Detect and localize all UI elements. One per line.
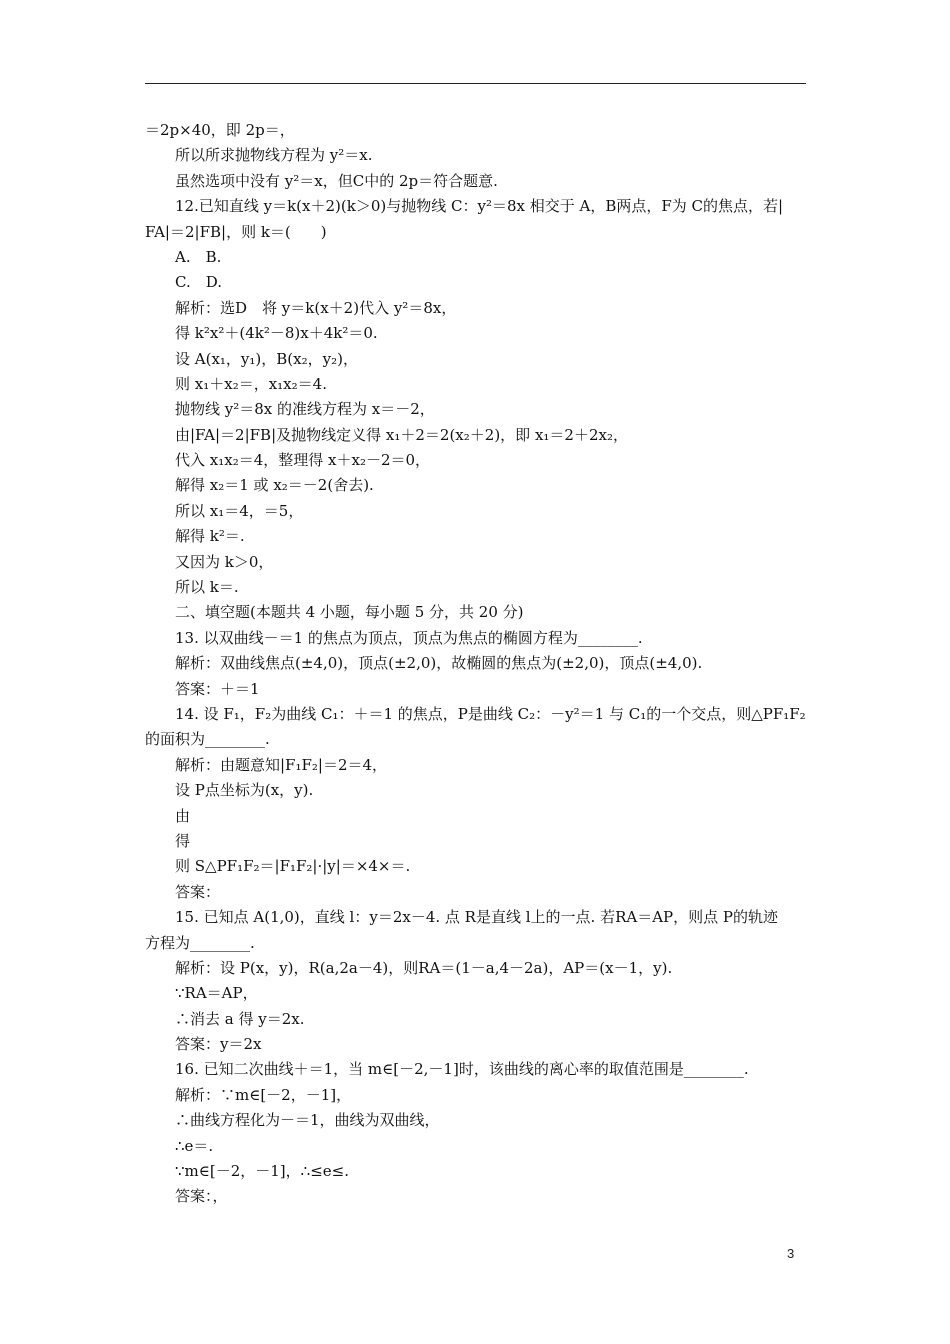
text-line: 解析：由题意知|F₁F₂|＝2＝4，: [175, 755, 388, 774]
text-line: A. B.: [175, 247, 222, 266]
text-line: 则 x₁＋x₂＝，x₁x₂＝4.: [175, 374, 327, 393]
text-line: C. D.: [175, 273, 222, 292]
header-rule: [145, 83, 806, 84]
text-line: 二、填空题(本题共 4 小题，每小题 5 分，共 20 分): [175, 603, 524, 622]
text-line: 解析：选D 将 y＝k(x＋2)代入 y²＝8x，: [175, 298, 457, 317]
text-line: 得: [175, 831, 191, 850]
text-line: 解得 x₂＝1 或 x₂＝－2(舍去).: [175, 476, 374, 495]
text-line: FA|＝2|FB|，则 k＝( ): [145, 222, 327, 241]
text-line: ∴e＝.: [175, 1136, 214, 1155]
text-line: 14. 设 F₁，F₂为曲线 C₁：＋＝1 的焦点，P是曲线 C₂：－y²＝1 与 C₁的一个交点，则△PF₁F₂: [175, 704, 806, 723]
text-line: 16. 已知二次曲线＋＝1，当 m∈[－2,－1]时，该曲线的离心率的取值范围是________.: [175, 1060, 749, 1079]
text-line: ∵RA＝AP，: [175, 984, 258, 1003]
text-line: 12.已知直线 y＝k(x＋2)(k＞0)与抛物线 C：y²＝8x 相交于 A，B两点，F为 C的焦点，若|: [175, 197, 784, 216]
text-line: 的面积为________.: [145, 730, 270, 749]
text-line: 答案：y＝2x: [175, 1035, 262, 1054]
text-line: 解得 k²＝.: [175, 527, 245, 546]
text-line: 由|FA|＝2|FB|及抛物线定义得 x₁＋2＝2(x₂＋2)，即 x₁＝2＋2x₂，: [175, 425, 628, 444]
text-line: 又因为 k＞0，: [175, 552, 274, 571]
text-line: 抛物线 y²＝8x 的准线方程为 x＝－2，: [175, 400, 435, 419]
text-line: 得 k²x²＋(4k²－8)x＋4k²＝0.: [175, 324, 378, 343]
text-line: 13. 以双曲线－＝1 的焦点为顶点，顶点为焦点的椭圆方程为________.: [175, 628, 643, 647]
text-line: 代入 x₁x₂＝4，整理得 x＋x₂－2＝0，: [175, 451, 431, 470]
text-line: 所以 k＝.: [175, 578, 239, 597]
text-line: 解析：双曲线焦点(±4,0)，顶点(±2,0)，故椭圆的焦点为(±2,0)，顶点(±4,0).: [175, 654, 703, 673]
text-line: ∴消去 a 得 y＝2x.: [175, 1009, 305, 1028]
text-line: 解析：∵m∈[－2，－1]，: [175, 1085, 352, 1104]
text-line: 所以 x₁＝4，＝5，: [175, 501, 304, 520]
text-line: 方程为________.: [145, 933, 255, 952]
text-line: ∴曲线方程化为－＝1，曲线为双曲线，: [175, 1111, 440, 1130]
text-line: ＝2p×40，即 2p＝，: [145, 121, 295, 139]
document-body: [145, 118, 810, 1210]
text-line: ∵m∈[－2，－1]，∴≤e≤.: [175, 1162, 349, 1181]
page-number: 3: [787, 1246, 795, 1261]
text-line: 15. 已知点 A(1,0)，直线 l：y＝2x－4. 点 R是直线 l上的一点. 若RA＝AP，则点 P的轨迹: [175, 908, 778, 927]
text-line: 虽然选项中没有 y²＝x，但C中的 2p＝符合题意.: [175, 171, 498, 190]
text-line: 答案：: [175, 882, 221, 901]
text-line: 答案：＋＝1: [175, 679, 260, 698]
text-line: 所以所求抛物线方程为 y²＝x.: [175, 146, 373, 165]
text-line: 答案：，: [175, 1187, 228, 1206]
text-line: 设 P点坐标为(x，y).: [175, 781, 314, 800]
text-line: 由: [175, 806, 191, 825]
text-line: 则 S△PF₁F₂＝|F₁F₂|·|y|＝×4×＝.: [175, 857, 411, 876]
text-line: 解析：设 P(x，y)，R(a,2a－4)，则RA＝(1－a,4－2a)，AP＝(x－1，y).: [175, 958, 673, 977]
text-line: 设 A(x₁，y₁)，B(x₂，y₂)，: [175, 349, 358, 368]
